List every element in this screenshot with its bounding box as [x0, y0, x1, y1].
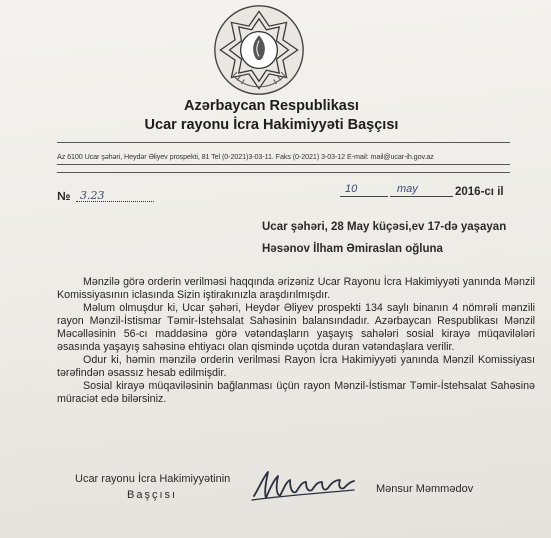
addressee-address: Ucar şəhəri, 28 May küçəsi,ev 17-də yaşayan — [262, 221, 507, 233]
reference-number-line — [76, 201, 154, 202]
signatory-position: Ucar rayonu İcra Hakimiyyətinin — [75, 473, 231, 485]
date-day-line — [340, 196, 388, 197]
body-paragraph: Məlum olmuşdur ki, Ucar şəhəri, Heydər Əliyev prospekti 134 saylı binanın 4 nömrəli mənzili rayon Mənzil-İstismar Təmir-İstehsalat Sahəsinin balansındadır. Azərbaycan Respublikası Mənzil Məcəlləsinin 56-cı maddəsinə görə vətəndaşların yaşayış sahələri sosial kirayə müqavilələri əsasında yaşayış sahəsinə ehtiyacı olan qismində uçotda duran vətəndaşlara verilir. — [57, 302, 535, 353]
date-day: 10 — [345, 183, 358, 195]
reference-number-label: № — [57, 189, 71, 203]
signatory-position-continued: Başçısı — [127, 489, 178, 501]
date-month-line — [390, 196, 453, 197]
azerbaijan-state-emblem-icon — [213, 4, 305, 96]
document-title: Azərbaycan Respublikası — [184, 98, 359, 114]
reference-number-value: 3.23 — [80, 189, 105, 202]
header-rule-middle — [57, 164, 510, 165]
handwritten-signature — [250, 466, 358, 506]
date-month: may — [397, 183, 418, 195]
contact-details: Az 6100 Ucar şəhəri, Heydər Əliyev prospekti, 81 Tel (0-2021)3-03-11. Faks (0-2021) 3-03-12 E-mail: mail@ucar-ih.gov.az — [57, 152, 434, 161]
body-paragraph: Sosial kirayə müqaviləsinin bağlanması üçün rayon Mənzil-İstismar Təmir-İstehsalat Sahəsinə müraciət edə bilərsiniz. — [57, 380, 535, 405]
date-year: 2016-cı il — [455, 186, 504, 198]
issuing-authority: Ucar rayonu İcra Hakimiyyəti Başçısı — [144, 117, 399, 133]
header-rule-top — [57, 142, 510, 143]
body-paragraph: Odur ki, həmin mənzilə orderin verilməsi Rayon İcra Hakimiyyəti yanında Mənzil Komissiyası tərəfindən əsassız hesab edilmişdir. — [57, 354, 535, 379]
header-rule-bottom — [57, 172, 510, 173]
signatory-name: Mənsur Məmmədov — [376, 483, 474, 495]
letter-body — [57, 276, 535, 406]
addressee-name: Həsənov İlham Əmiraslan oğluna — [262, 243, 443, 255]
body-paragraph: Mənzilə görə orderin verilməsi haqqında ərizəniz Ucar Rayonu İcra Hakimiyyəti yanında Mənzil Komissiyasının iclasında Sizin iştirakınızla araşdırılmışdır. — [57, 276, 535, 301]
